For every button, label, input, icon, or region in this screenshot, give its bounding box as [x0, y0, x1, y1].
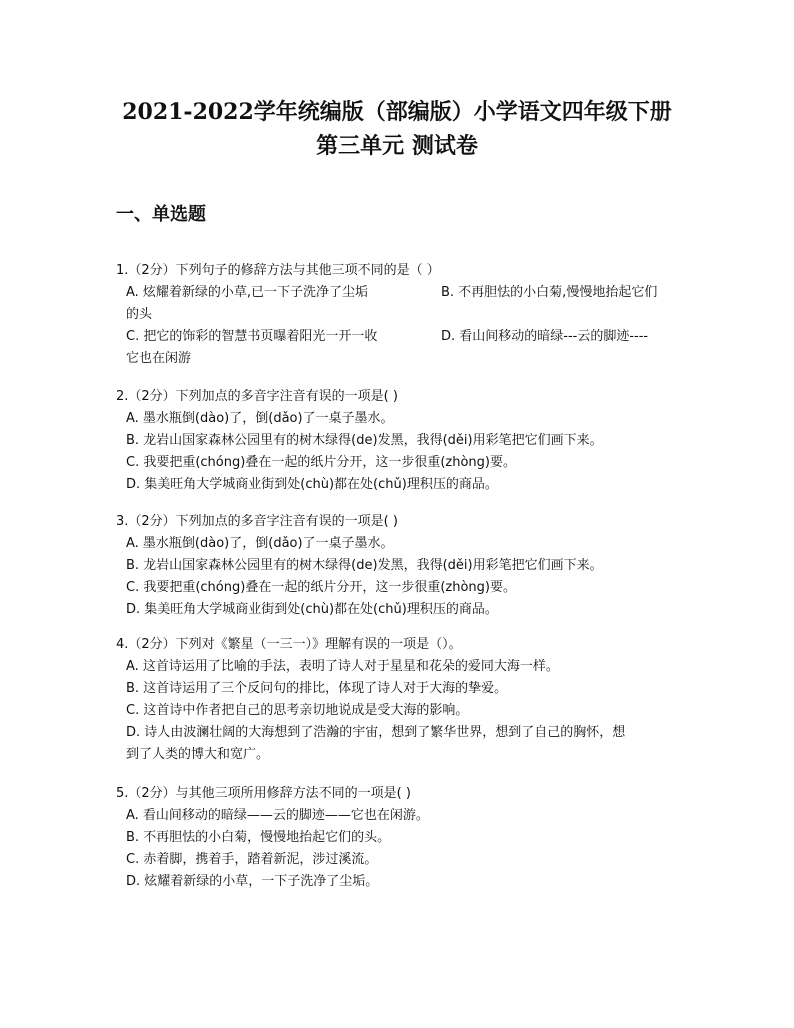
option-d: D. 看山间移动的暗绿---云的脚迹----: [441, 329, 649, 344]
question-stem: 5.（2分）与其他三项所用修辞方法不同的一项是( ): [116, 786, 411, 801]
option-d: D. 诗人由波澜壮阔的大海想到了浩瀚的宇宙，想到了繁华世界，想到了自己的胸怀，想: [126, 725, 626, 740]
option-b: B. 龙岩山国家森林公园里有的树木绿得(de)发黑，我得(děi)用彩笔把它们画下来。: [126, 558, 603, 573]
question-stem: 4.（2分）下列对《繁星（一三一）》理解有误的一项是（）。: [116, 637, 462, 652]
option-row: [116, 282, 686, 304]
option-d-continuation: 到了人类的博大和宽广。: [126, 747, 270, 762]
option-a: A. 炫耀着新绿的小草,已一下子洗净了尘垢: [126, 285, 369, 300]
option-a: A. 墨水瓶倒(dào)了，倒(dǎo)了一桌子墨水。: [126, 536, 394, 551]
option-c: C. 赤着脚，携着手，踏着新泥，涉过溪流。: [126, 852, 378, 867]
question-stem: 2.（2分）下列加点的多音字注音有误的一项是( ): [116, 389, 398, 404]
document-title-line1: 2021-2022学年统编版（部编版）小学语文四年级下册: [122, 99, 672, 125]
question-5: [116, 783, 686, 893]
option-b: B. 这首诗运用了三个反问句的排比，体现了诗人对于大海的挚爱。: [126, 681, 508, 696]
option-b: B. 不再胆怯的小白菊，慢慢地抬起它们的头。: [126, 830, 391, 845]
option-d: D. 炫耀着新绿的小草，一下子洗净了尘垢。: [126, 874, 379, 889]
option-c: C. 我要把重(chóng)叠在一起的纸片分开，这一步很重(zhòng)要。: [126, 455, 516, 470]
question-stem: 3.（2分）下列加点的多音字注音有误的一项是( ): [116, 514, 398, 529]
option-d-continuation: 它也在闲游: [126, 351, 192, 366]
option-d: D. 集美旺角大学城商业街到处(chù)都在处(chǔ)理积压的商品。: [126, 477, 498, 492]
option-c: C. 我要把重(chóng)叠在一起的纸片分开，这一步很重(zhòng)要。: [126, 580, 516, 595]
question-3: [116, 511, 686, 621]
option-c: C. 这首诗中作者把自己的思考亲切地说成是受大海的影响。: [126, 703, 469, 718]
option-a: A. 看山间移动的暗绿——云的脚迹——它也在闲游。: [126, 808, 429, 823]
section-heading-single-choice: 一、单选题: [116, 204, 206, 225]
option-row: [116, 326, 686, 348]
question-4: [116, 634, 686, 766]
question-1: [116, 260, 686, 370]
option-d: D. 集美旺角大学城商业街到处(chù)都在处(chǔ)理积压的商品。: [126, 602, 498, 617]
document-title-line2: 第三单元 测试卷: [316, 133, 478, 159]
option-a: A. 墨水瓶倒(dào)了，倒(dǎo)了一桌子墨水。: [126, 411, 394, 426]
option-b: B. 龙岩山国家森林公园里有的树木绿得(de)发黑，我得(děi)用彩笔把它们画下来。: [126, 433, 603, 448]
option-b-continuation: 的头: [126, 307, 153, 322]
question-stem: 1.（2分）下列句子的修辞方法与其他三项不同的是（ ）: [116, 263, 440, 278]
option-b: B. 不再胆怯的小白菊,慢慢地抬起它们: [441, 285, 658, 300]
option-a: A. 这首诗运用了比喻的手法，表明了诗人对于星星和花朵的爱同大海一样。: [126, 659, 559, 674]
question-2: [116, 386, 686, 496]
option-c: C. 把它的饰彩的智慧书页曝着阳光一开一收: [126, 329, 378, 344]
